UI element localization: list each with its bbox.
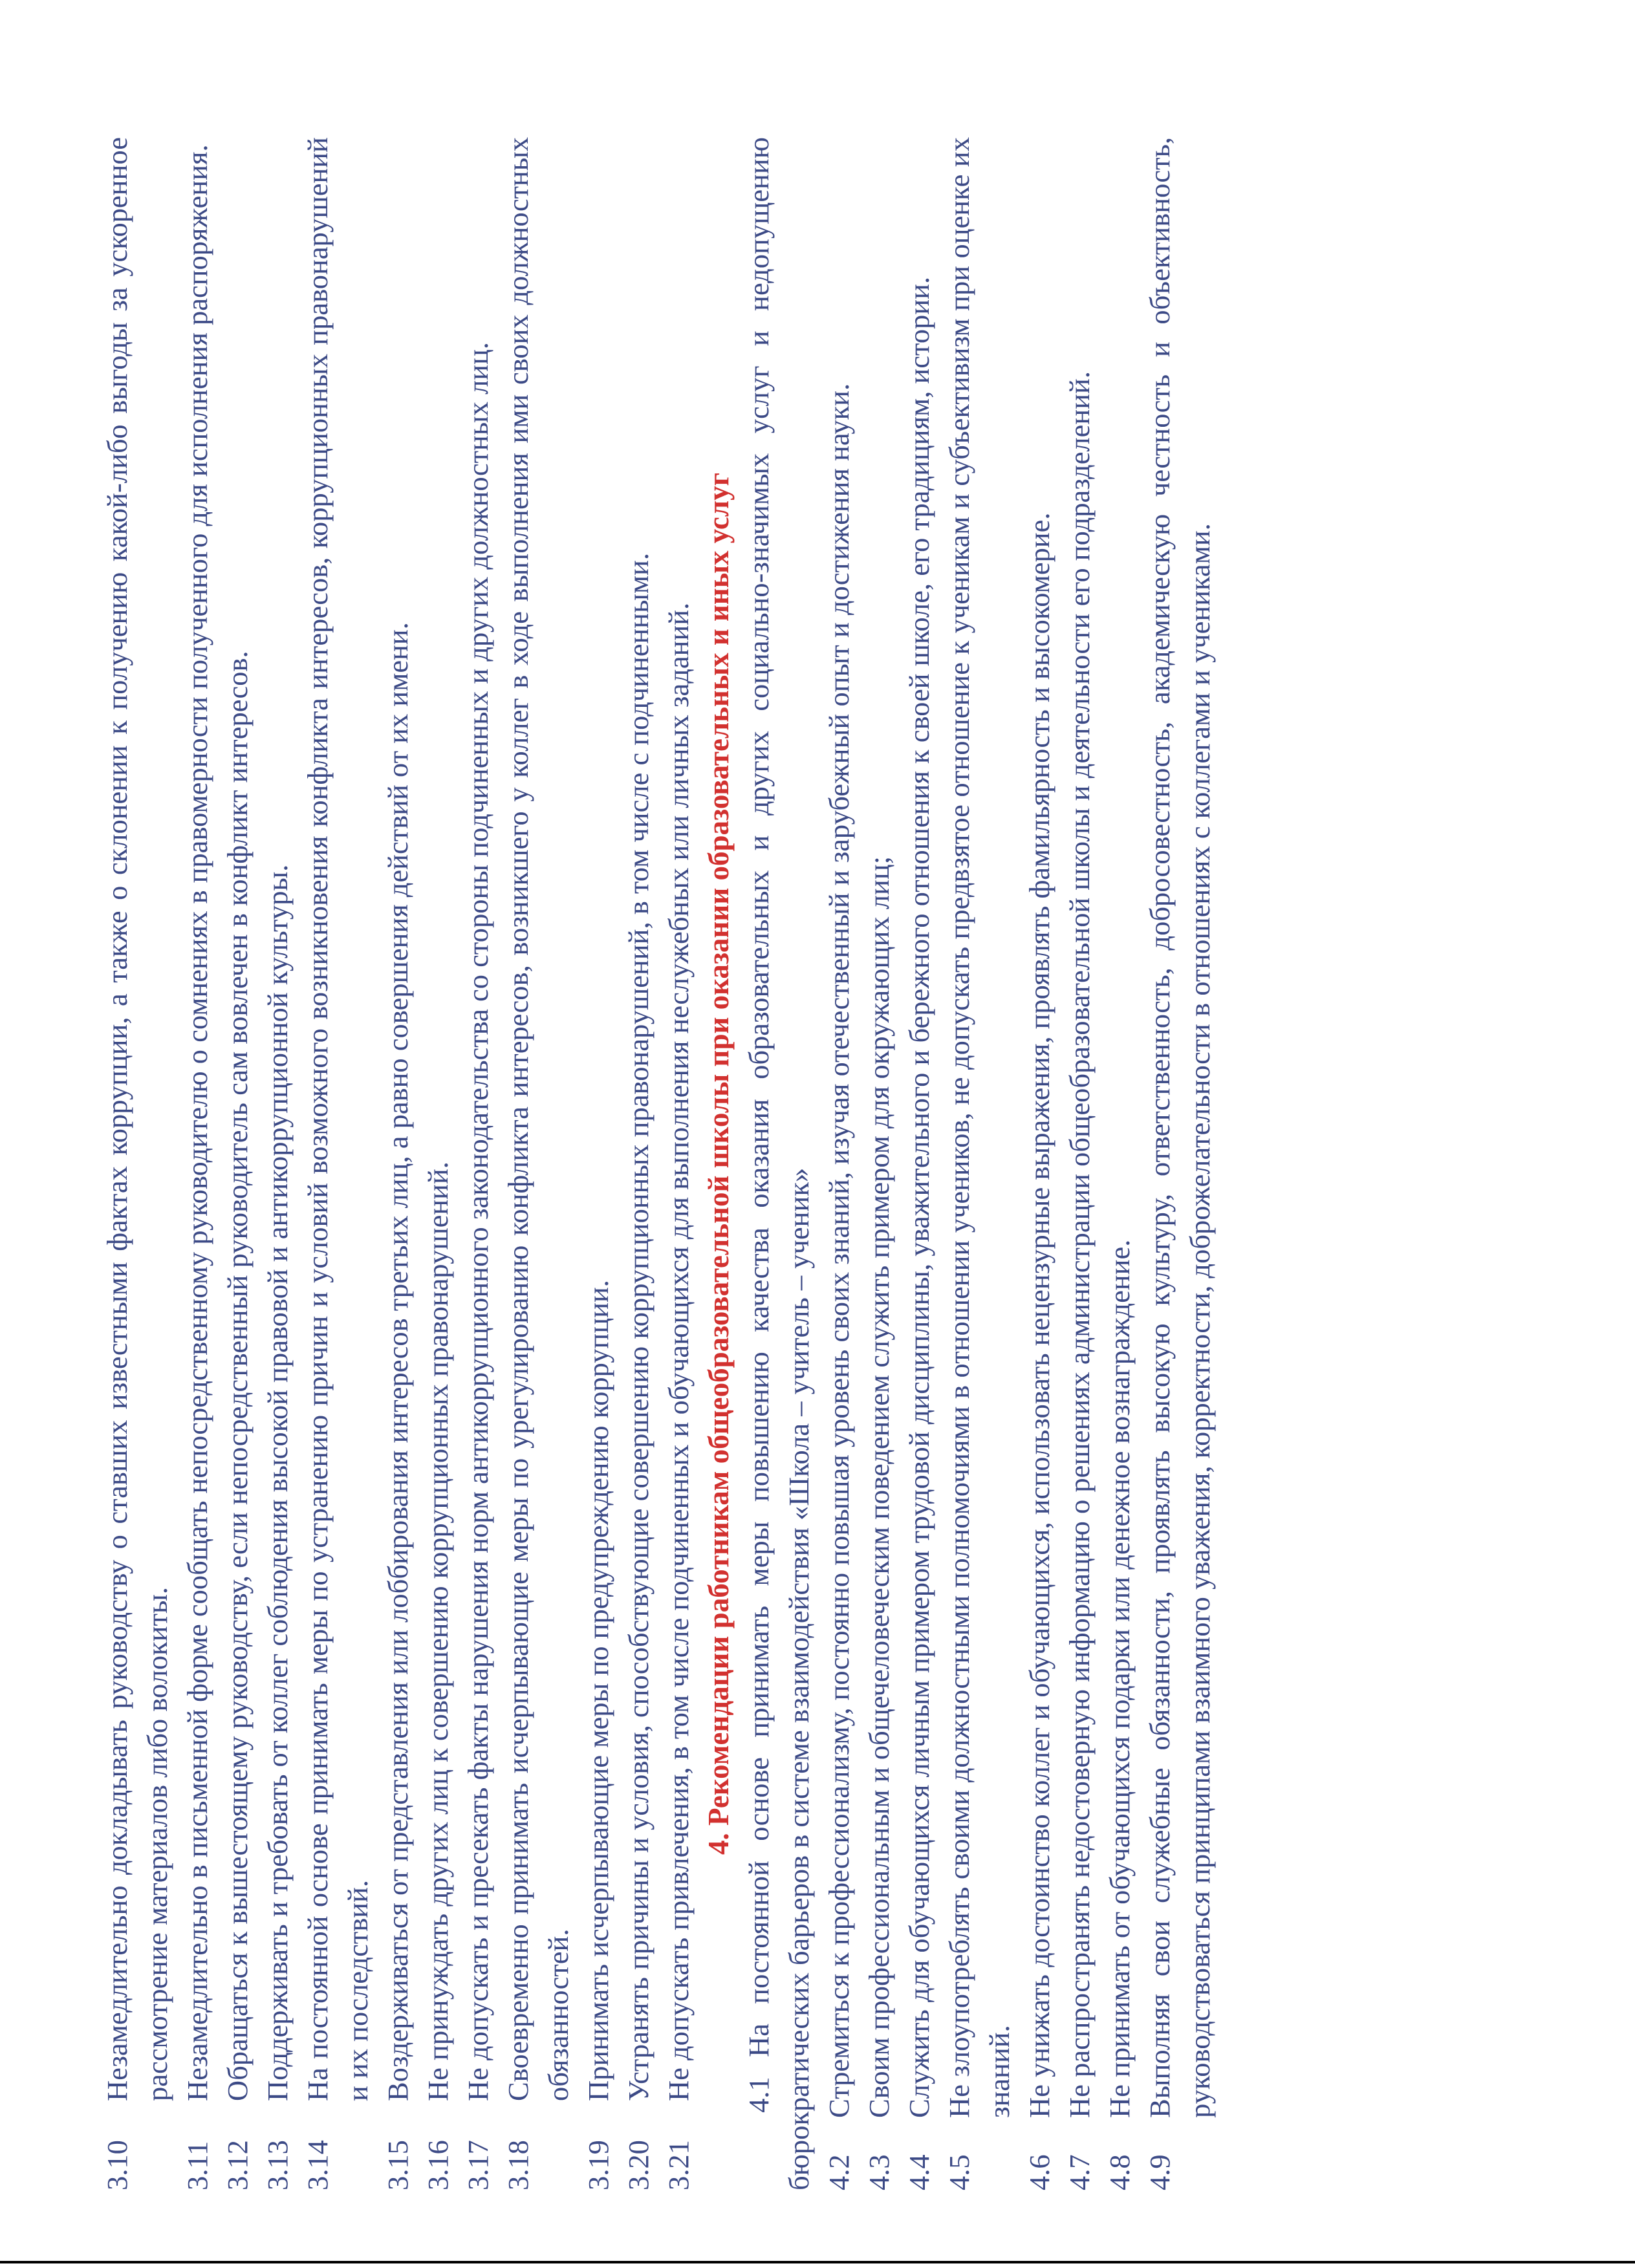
- section-4-intro: 4.1 На постоянной основе принимать меры повышению качества оказания образовательных и других социально-значимых услуг и недопущению бюрократических барьеров в системе взаимодействия «Школа – учитель – ученик»: [742, 137, 815, 2190]
- item-text: Не принимать от обучающихся подарки или денежное вознаграждение.: [1103, 1239, 1136, 2118]
- item-text: Стремиться к профессионализму, постоянно повышая уровень своих знаний, изучая отечественный и зарубежный опыт и достижения науки.: [823, 383, 855, 2118]
- list-item: [498, 137, 578, 2190]
- list-item: [1059, 137, 1099, 2190]
- list-item: [1140, 137, 1220, 2190]
- section-3-list: [97, 137, 698, 2190]
- item-text: Принимать исчерпывающие меры по предупреждению коррупции.: [582, 1280, 614, 2101]
- item-text: Незамедлительно докладывать руководству о ставших известными фактах коррупции, а также о склонении к получению какой-либо выгоды за ускоренное рассмотрение материалов либо волокиты.: [101, 137, 173, 2101]
- scan-edge-line: [0, 2261, 1635, 2263]
- item-number: 3.18: [502, 2140, 534, 2190]
- list-item: [1099, 137, 1140, 2190]
- item-text: Обращаться к вышестоящему руководству, если непосредственный руководитель сам вовлечен в конфликт интересов.: [221, 651, 254, 2101]
- item-number: 3.19: [582, 2140, 614, 2190]
- list-item: [378, 137, 418, 2190]
- item-number: 3.13: [261, 2140, 294, 2190]
- item-text: Воздерживаться от представления или лоббирования интересов третьих лиц, а равно совершения действий от их имени.: [382, 622, 414, 2101]
- item-text: Не принуждать других лиц к совершению коррупционных правонарушений.: [422, 1161, 454, 2101]
- item-text: На постоянной основе принимать меры по устранению причин и условий возможного возникновения конфликта интересов, коррупционных правонарушений и их последствий.: [301, 137, 374, 2101]
- item-text: Не допускать привлечения, в том числе подчиненных и обучающихся для выполнения неслужебных или личных заданий.: [662, 602, 695, 2101]
- item-text: Не злоупотреблять своими должностными полномочиями в отношении учеников, не допускать предвзятое отношение к ученикам и субъективизм при оценке их знаний.: [943, 137, 1015, 2118]
- list-item: [97, 137, 177, 2190]
- list-item: [819, 137, 859, 2190]
- item-text: Не допускать и пресекать факты нарушения норм антикоррупционного законодательства со стороны подчиненных и других должностных лиц.: [462, 341, 494, 2101]
- item-number: 4.6: [1023, 2154, 1056, 2190]
- list-item: [298, 137, 378, 2190]
- item-number: 3.15: [382, 2140, 414, 2190]
- item-text: Незамедлительно в письменной форме сообщать непосредственному руководителю о сомнениях в правомерности полученного для исполнения распоряжения.: [181, 144, 213, 2101]
- list-item: [578, 137, 618, 2190]
- item-number: 3.14: [301, 2140, 334, 2190]
- item-number: 4.2: [823, 2154, 855, 2190]
- item-number: 3.16: [422, 2140, 454, 2190]
- list-item: [899, 137, 939, 2190]
- item-text: Служить для обучающихся личным примером трудовой дисциплины, уважительного и бережного отношения к своей школе, его традициям, истории.: [903, 276, 935, 2118]
- item-number: 3.17: [462, 2140, 494, 2190]
- item-number: 4.4: [903, 2154, 935, 2190]
- item-number: 4.7: [1063, 2154, 1096, 2190]
- item-text: Устранять причины и условия, способствующие совершению коррупционных правонарушений, в том числе с подчиненными.: [622, 552, 655, 2101]
- item-number: 3.10: [101, 2140, 133, 2190]
- list-item: [257, 137, 298, 2190]
- item-number: 4.8: [1103, 2154, 1136, 2190]
- item-number: 4.3: [863, 2154, 895, 2190]
- item-number: 3.21: [662, 2140, 695, 2190]
- list-item: [859, 137, 899, 2190]
- item-number: 3.11: [181, 2141, 213, 2190]
- list-item: [939, 137, 1019, 2190]
- item-number: 3.20: [622, 2140, 655, 2190]
- item-text: Поддерживать и требовать от коллег соблюдения высокой правовой и антикоррупционной культуры.: [261, 864, 294, 2101]
- item-text: Своим профессиональным и общечеловеческим поведением служить примером для окружающих лиц;: [863, 856, 895, 2118]
- item-text: Не унижать достоинство коллег и обучающихся, использовать нецензурные выражения, проявлять фамильярность и высокомерие.: [1023, 512, 1056, 2118]
- list-item: [177, 137, 217, 2190]
- item-text: Не распространять недостоверную информацию о решениях администрации общеобразовательной школы и деятельности его подразделений.: [1063, 371, 1096, 2118]
- item-text: Своевременно принимать исчерпывающие меры по урегулированию конфликта интересов, возникшего у коллег в ходе выполнения ими своих должностных обязанностей.: [502, 137, 574, 2101]
- list-item: [1019, 137, 1059, 2190]
- list-item: [458, 137, 498, 2190]
- item-number: 4.5: [943, 2154, 975, 2190]
- section-4-list: [819, 137, 1220, 2190]
- rotated-page: [0, 95, 1635, 2268]
- document-body: [97, 137, 1220, 2190]
- list-item: [658, 137, 698, 2190]
- section-4-heading: 4. Рекомендации работникам общеобразовательной школы при оказании образовательных и иных услуг: [702, 472, 735, 1855]
- item-text: Выполняя свои служебные обязанности, проявлять высокую культуру, ответственность, добросовестность, академическую честность и объективность, руководствоваться принципами взаимного уважения, корректности, доброжелательности в отношениях с коллегами и учениками.: [1143, 137, 1216, 2118]
- item-number: 4.9: [1143, 2154, 1176, 2190]
- list-item: [418, 137, 458, 2190]
- item-number: 3.12: [221, 2140, 254, 2190]
- list-item: [217, 137, 257, 2190]
- list-item: [618, 137, 658, 2190]
